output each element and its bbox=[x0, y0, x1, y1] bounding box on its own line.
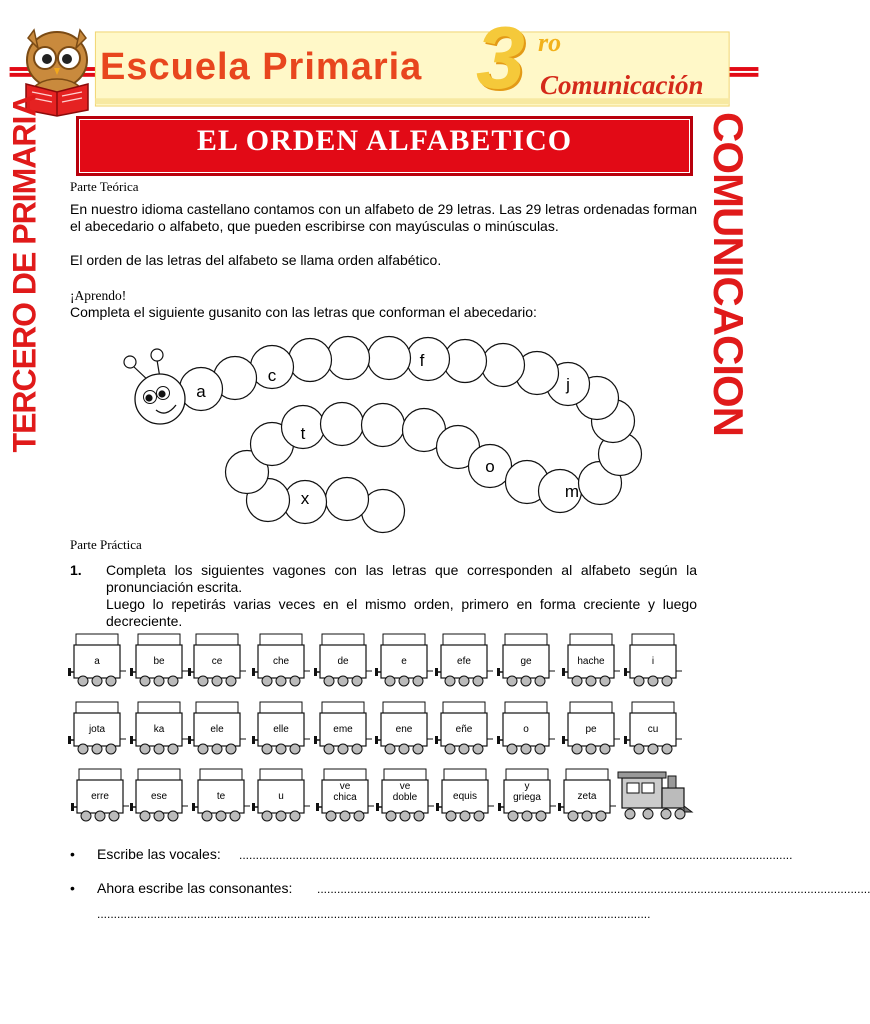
wagon-wheel bbox=[324, 676, 334, 686]
wagon-wheel bbox=[198, 744, 208, 754]
caterpillar-letter: x bbox=[300, 489, 310, 508]
wagon-wheel bbox=[154, 811, 164, 821]
wagon-label: ese bbox=[150, 791, 168, 802]
wagon-wheel bbox=[262, 811, 272, 821]
wagon-label: te bbox=[216, 791, 226, 802]
caterpillar-letter: c bbox=[267, 366, 277, 385]
locomotive-wheel bbox=[661, 809, 671, 819]
vowels-label: Escribe las vocales: bbox=[97, 846, 221, 862]
wagon-label: de bbox=[337, 656, 349, 667]
wagon-wheel bbox=[634, 744, 644, 754]
wagon-wheel bbox=[340, 811, 350, 821]
wagon-label: zeta bbox=[577, 791, 597, 802]
wagon-roof bbox=[570, 702, 612, 713]
wagon-label: cu bbox=[647, 724, 659, 735]
caterpillar-segment bbox=[482, 344, 525, 387]
wagon-wheel bbox=[521, 744, 531, 754]
learn-instruction: Completa el siguiente gusanito con las letras que conforman el abecedario: bbox=[70, 304, 537, 320]
wagon-roof bbox=[76, 702, 118, 713]
caterpillar-segment bbox=[362, 404, 405, 447]
wagon-wheel bbox=[262, 676, 272, 686]
wagon-roof bbox=[570, 634, 612, 645]
wagon-wheel bbox=[168, 676, 178, 686]
wagon-roof bbox=[383, 634, 425, 645]
wagon-wheel bbox=[92, 676, 102, 686]
alphabet-train bbox=[0, 625, 768, 830]
wagon-roof bbox=[505, 634, 547, 645]
wagon-wheel bbox=[386, 811, 396, 821]
wagon-label: chica bbox=[333, 792, 357, 803]
wagon-roof bbox=[196, 702, 238, 713]
wagon-roof bbox=[632, 702, 674, 713]
wagon-roof bbox=[566, 769, 608, 780]
train-wagon bbox=[188, 634, 246, 686]
train-wagon bbox=[498, 769, 556, 821]
wagon-wheel bbox=[78, 676, 88, 686]
wagon-roof bbox=[138, 702, 180, 713]
vowels-answer-line[interactable]: ...................................................................................................................................................................... bbox=[239, 848, 793, 862]
wagon-wheel bbox=[95, 811, 105, 821]
caterpillar-diagram bbox=[0, 330, 768, 540]
bullet-consonants: • bbox=[70, 880, 75, 896]
wagon-wheel bbox=[276, 811, 286, 821]
train-wagon bbox=[192, 769, 250, 821]
wagon-label: che bbox=[272, 656, 290, 667]
subject-name: Comunicación bbox=[540, 70, 704, 100]
learn-heading: ¡Aprendo! bbox=[70, 288, 127, 303]
wagon-roof bbox=[632, 634, 674, 645]
caterpillar-letter: j bbox=[566, 375, 570, 394]
practice-number: 1. bbox=[70, 562, 82, 578]
train-wagon bbox=[71, 769, 129, 821]
locomotive-roof bbox=[618, 772, 666, 778]
wagon-wheel bbox=[338, 676, 348, 686]
train-wagon bbox=[624, 702, 682, 754]
wagon-wheel bbox=[168, 811, 178, 821]
wagon-wheel bbox=[474, 811, 484, 821]
wagon-label: doble bbox=[392, 792, 418, 803]
wagon-label: pe bbox=[585, 724, 597, 735]
caterpillar-antenna-tip bbox=[151, 349, 163, 361]
wagon-roof bbox=[200, 769, 242, 780]
wagon-wheel bbox=[198, 676, 208, 686]
train-wagon bbox=[562, 702, 620, 754]
train-wagon bbox=[68, 634, 126, 686]
theory-paragraph-1: En nuestro idioma castellano contamos con un alfabeto de 29 letras. Las 29 letras ordenadas forman el abecedario o alfabeto, que pueden escribirse con mayúsculas o minúsculas. bbox=[70, 201, 697, 234]
train-wagon bbox=[375, 702, 433, 754]
caterpillar-letter: t bbox=[300, 424, 306, 443]
wagon-wheel bbox=[212, 676, 222, 686]
train-wagon bbox=[188, 702, 246, 754]
wagon-wheel bbox=[445, 676, 455, 686]
practice-instruction-2: Luego lo repetirás varias veces en el mismo orden, primero en forma creciente y luego decreciente. bbox=[106, 596, 697, 629]
wagon-wheel bbox=[507, 744, 517, 754]
locomotive-wheel bbox=[675, 809, 685, 819]
wagon-wheel bbox=[140, 811, 150, 821]
wagon-label: o bbox=[523, 724, 529, 735]
wagon-roof bbox=[383, 702, 425, 713]
wagon-roof bbox=[79, 769, 121, 780]
train-wagon bbox=[436, 769, 494, 821]
wagon-wheel bbox=[648, 676, 658, 686]
locomotive-chimney bbox=[668, 776, 676, 788]
wagon-wheel bbox=[354, 811, 364, 821]
wagon-wheel bbox=[154, 744, 164, 754]
wagon-roof bbox=[506, 769, 548, 780]
caterpillar-pupil bbox=[145, 394, 152, 401]
wagon-wheel bbox=[459, 676, 469, 686]
wagon-roof bbox=[443, 634, 485, 645]
train-wagon bbox=[558, 769, 616, 821]
wagon-wheel bbox=[230, 811, 240, 821]
wagon-wheel bbox=[535, 676, 545, 686]
wagon-label: be bbox=[153, 656, 165, 667]
wagon-wheel bbox=[290, 744, 300, 754]
wagon-label: u bbox=[278, 791, 284, 802]
caterpillar-pupil bbox=[158, 390, 165, 397]
practice-heading: Parte Práctica bbox=[70, 537, 142, 552]
wagon-label: ve bbox=[339, 781, 351, 792]
wagon-label: ge bbox=[520, 656, 532, 667]
wagon-wheel bbox=[140, 744, 150, 754]
wagon-wheel bbox=[106, 676, 116, 686]
wagon-wheel bbox=[276, 744, 286, 754]
wagon-roof bbox=[260, 769, 302, 780]
wagon-wheel bbox=[600, 676, 610, 686]
wagon-wheel bbox=[399, 744, 409, 754]
wagon-wheel bbox=[662, 676, 672, 686]
grade-number: 3 bbox=[476, 8, 525, 107]
wagon-wheel bbox=[535, 744, 545, 754]
wagon-label: hache bbox=[577, 656, 605, 667]
wagon-wheel bbox=[324, 744, 334, 754]
train-wagon bbox=[130, 702, 188, 754]
wagon-roof bbox=[443, 702, 485, 713]
wagon-wheel bbox=[600, 744, 610, 754]
wagon-wheel bbox=[572, 676, 582, 686]
wagon-wheel bbox=[168, 744, 178, 754]
wagon-wheel bbox=[586, 676, 596, 686]
wagon-wheel bbox=[414, 811, 424, 821]
wagon-wheel bbox=[586, 744, 596, 754]
wagon-roof bbox=[76, 634, 118, 645]
train-wagon bbox=[252, 702, 310, 754]
train-wagon bbox=[314, 634, 372, 686]
wagon-wheel bbox=[413, 676, 423, 686]
wagon-label: jota bbox=[88, 724, 106, 735]
consonants-answer-line-1[interactable]: ...................................................................................................................................................................... bbox=[317, 882, 870, 896]
wagon-roof bbox=[260, 634, 302, 645]
caterpillar-segment bbox=[289, 339, 332, 382]
wagon-wheel bbox=[522, 811, 532, 821]
caterpillar-antenna-tip bbox=[124, 356, 136, 368]
wagon-wheel bbox=[445, 744, 455, 754]
school-name: Escuela Primaria bbox=[100, 46, 423, 88]
wagon-wheel bbox=[140, 676, 150, 686]
bullet-vowels: • bbox=[70, 846, 75, 862]
wagon-wheel bbox=[473, 676, 483, 686]
locomotive-cowcatcher bbox=[684, 806, 692, 812]
wagon-label: ce bbox=[211, 656, 223, 667]
wagon-label: eme bbox=[333, 724, 353, 735]
wagon-wheel bbox=[216, 811, 226, 821]
wagon-roof bbox=[324, 769, 366, 780]
theory-heading: Parte Teórica bbox=[70, 179, 139, 194]
train-wagon bbox=[376, 769, 434, 821]
wagon-label: ele bbox=[210, 724, 224, 735]
wagon-roof bbox=[322, 702, 364, 713]
caterpillar-letter: a bbox=[196, 382, 206, 401]
wagon-label: erre bbox=[91, 791, 109, 802]
wagon-wheel bbox=[212, 744, 222, 754]
train-wagon bbox=[314, 702, 372, 754]
wagon-wheel bbox=[81, 811, 91, 821]
wagon-label: equis bbox=[453, 791, 477, 802]
wagon-label: a bbox=[94, 656, 100, 667]
wagon-wheel bbox=[262, 744, 272, 754]
wagon-roof bbox=[444, 769, 486, 780]
wagon-wheel bbox=[352, 676, 362, 686]
caterpillar-letter: f bbox=[419, 351, 425, 370]
caterpillar-segment bbox=[326, 478, 369, 521]
wagon-label: ka bbox=[153, 724, 165, 735]
wagon-wheel bbox=[648, 744, 658, 754]
wagon-wheel bbox=[508, 811, 518, 821]
train-wagon bbox=[435, 702, 493, 754]
wagon-label: e bbox=[401, 656, 407, 667]
wagon-label: elle bbox=[273, 724, 289, 735]
wagon-roof bbox=[384, 769, 426, 780]
wagon-wheel bbox=[290, 811, 300, 821]
wagon-wheel bbox=[459, 744, 469, 754]
theory-paragraph-2: El orden de las letras del alfabeto se llama orden alfabético. bbox=[70, 252, 442, 268]
train-wagon bbox=[497, 702, 555, 754]
locomotive-window bbox=[627, 783, 639, 793]
wagon-wheel bbox=[352, 744, 362, 754]
wagon-wheel bbox=[400, 811, 410, 821]
locomotive-boiler bbox=[662, 788, 684, 808]
wagon-roof bbox=[138, 634, 180, 645]
wagon-wheel bbox=[399, 676, 409, 686]
locomotive-window bbox=[642, 783, 654, 793]
train-wagon bbox=[435, 634, 493, 686]
wagon-wheel bbox=[446, 811, 456, 821]
wagon-wheel bbox=[521, 676, 531, 686]
wagon-wheel bbox=[154, 676, 164, 686]
locomotive-wheel bbox=[643, 809, 653, 819]
wagon-roof bbox=[322, 634, 364, 645]
wagon-roof bbox=[260, 702, 302, 713]
wagon-wheel bbox=[473, 744, 483, 754]
wagon-wheel bbox=[338, 744, 348, 754]
wagon-wheel bbox=[78, 744, 88, 754]
wagon-wheel bbox=[276, 676, 286, 686]
train-wagon bbox=[252, 769, 310, 821]
wagon-wheel bbox=[106, 744, 116, 754]
consonants-answer-line-2[interactable]: ...................................................................................................................................................................... bbox=[97, 907, 651, 921]
train-wagon bbox=[624, 634, 682, 686]
wagon-wheel bbox=[634, 676, 644, 686]
wagon-label: i bbox=[651, 656, 655, 667]
wagon-roof bbox=[196, 634, 238, 645]
caterpillar-segment bbox=[407, 338, 450, 381]
wagon-wheel bbox=[92, 744, 102, 754]
caterpillar-segment bbox=[321, 403, 364, 446]
wagon-wheel bbox=[582, 811, 592, 821]
locomotive-wheel bbox=[625, 809, 635, 819]
wagon-wheel bbox=[202, 811, 212, 821]
wagon-wheel bbox=[572, 744, 582, 754]
train-wagon bbox=[252, 634, 310, 686]
wagon-wheel bbox=[413, 744, 423, 754]
train-wagon bbox=[130, 634, 188, 686]
wagon-wheel bbox=[568, 811, 578, 821]
consonants-label: Ahora escribe las consonantes: bbox=[97, 880, 293, 896]
caterpillar-letter: m bbox=[564, 482, 580, 501]
wagon-wheel bbox=[385, 744, 395, 754]
side-label-grade: TERCERO DE PRIMARIA bbox=[6, 94, 43, 453]
wagon-label: ve bbox=[399, 781, 411, 792]
wagon-wheel bbox=[662, 744, 672, 754]
wagon-label: ene bbox=[395, 724, 413, 735]
train-wagon bbox=[375, 634, 433, 686]
wagon-roof bbox=[505, 702, 547, 713]
wagon-label: eñe bbox=[455, 724, 473, 735]
wagon-wheel bbox=[226, 676, 236, 686]
practice-instruction-1: Completa los siguientes vagones con las letras que corresponden al alfabeto según la pronunciación escrita. bbox=[106, 562, 697, 595]
wagon-wheel bbox=[226, 744, 236, 754]
wagon-wheel bbox=[290, 676, 300, 686]
grade-suffix: ro bbox=[538, 28, 562, 57]
wagon-wheel bbox=[536, 811, 546, 821]
page-title: EL ORDEN ALFABETICO bbox=[196, 124, 573, 157]
train-wagon bbox=[497, 634, 555, 686]
caterpillar-letter: o bbox=[485, 457, 495, 476]
train-wagon bbox=[130, 769, 188, 821]
train-wagon bbox=[562, 634, 620, 686]
train-locomotive bbox=[618, 772, 692, 819]
wagon-label: efe bbox=[457, 656, 471, 667]
caterpillar-segment bbox=[327, 337, 370, 380]
train-wagon bbox=[68, 702, 126, 754]
wagon-label: y bbox=[524, 781, 530, 792]
side-label-subject: COMUNICACION bbox=[705, 112, 752, 436]
wagon-wheel bbox=[109, 811, 119, 821]
wagon-wheel bbox=[596, 811, 606, 821]
wagon-wheel bbox=[385, 676, 395, 686]
wagon-wheel bbox=[326, 811, 336, 821]
wagon-wheel bbox=[460, 811, 470, 821]
wagon-wheel bbox=[507, 676, 517, 686]
train-wagon bbox=[316, 769, 374, 821]
caterpillar-segment bbox=[368, 337, 411, 380]
wagon-roof bbox=[138, 769, 180, 780]
wagon-label: griega bbox=[513, 792, 541, 803]
